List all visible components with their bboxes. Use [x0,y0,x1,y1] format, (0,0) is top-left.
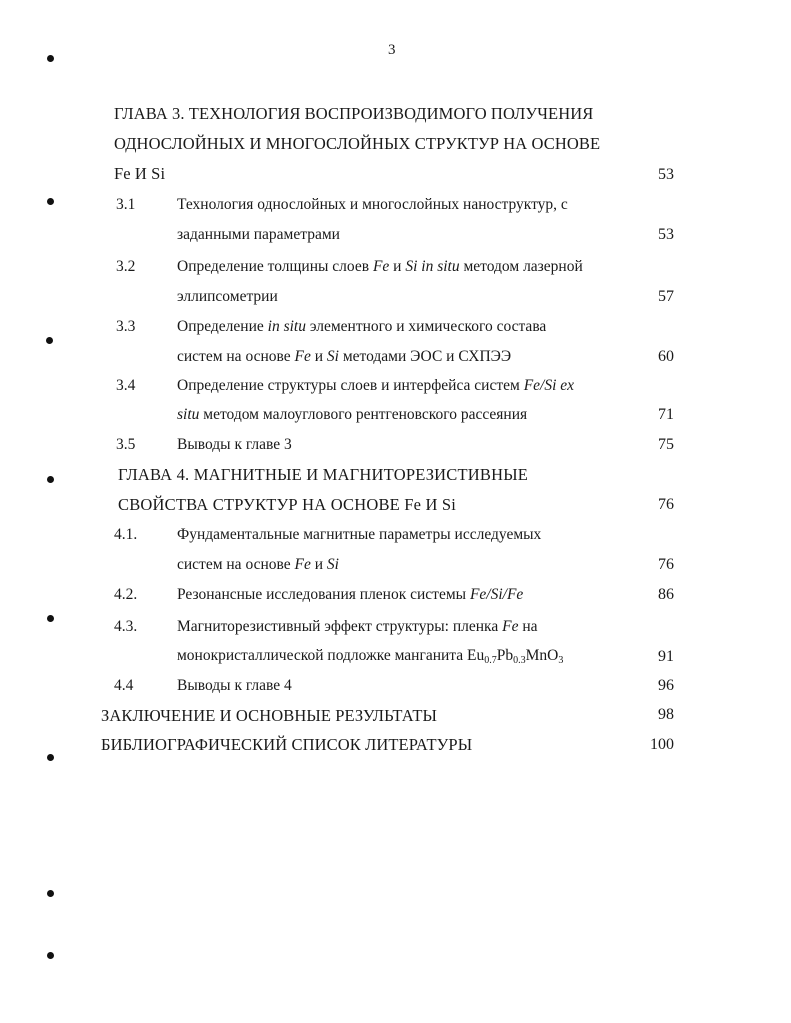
section-4-1-line-2: систем на основе Fe и Si [177,556,339,573]
binding-hole [47,198,54,205]
section-3-2-line-2: эллипсометрии [177,288,278,305]
chapter-3-title-line-2: ОДНОСЛОЙНЫХ И МНОГОСЛОЙНЫХ СТРУКТУР НА ОСНОВЕ [114,134,601,153]
section-3-2-line-1: Определение толщины слоев Fe и Si in situ методом лазерной [177,258,583,275]
binding-hole [47,55,54,62]
section-number: 3.3 [116,318,136,335]
chapter-3-title-line-3: Fe И Si [114,164,166,183]
section-4-4-page: 96 [658,677,674,694]
section-3-4-line-2: situ методом малоуглового рентгеновского рассеяния [177,406,528,423]
section-number: 4.1. [114,526,138,543]
conclusion-title: ЗАКЛЮЧЕНИЕ И ОСНОВНЫЕ РЕЗУЛЬТАТЫ [101,706,438,725]
section-3-1-page: 53 [658,226,674,243]
binding-hole [47,754,54,761]
section-3-1-line-1: Технология однослойных и многослойных наноструктур, с [177,196,568,213]
section-4-3-page: 91 [658,648,674,665]
section-4-2-page: 86 [658,586,674,603]
binding-hole [47,890,54,897]
section-number: 4.3. [114,618,138,635]
section-number: 3.2 [116,258,136,275]
section-3-4-line-1: Определение структуры слоев и интерфейса систем Fe/Si ex [177,377,575,394]
conclusion-page: 98 [658,706,674,723]
section-4-1-line-1: Фундаментальные магнитные параметры исследуемых [177,526,542,543]
section-number: 3.5 [116,436,136,453]
section-4-1-page: 76 [658,556,674,573]
section-4-3-line-2: монокристаллической подложке манганита $Eu_{0.7}Pb_{0.3}MnO_3$ [177,647,564,666]
chapter-4-title-line-1: ГЛАВА 4. МАГНИТНЫЕ И МАГНИТОРЕЗИСТИВНЫЕ [118,465,529,484]
bibliography-title: БИБЛИОГРАФИЧЕСКИЙ СПИСОК ЛИТЕРАТУРЫ [101,735,473,754]
section-4-3-line-1: Магниторезистивный эффект структуры: пленка Fe на [177,618,538,635]
chapter-3-title-line-1: ГЛАВА 3. ТЕХНОЛОГИЯ ВОСПРОИЗВОДИМОГО ПОЛУЧЕНИЯ [114,104,594,123]
section-number: 3.4 [116,377,136,394]
section-3-5-title: Выводы к главе 3 [177,436,292,453]
section-4-4-title: Выводы к главе 4 [177,677,292,694]
binding-hole [47,615,54,622]
section-3-3-line-2: систем на основе Fe и Si методами ЭОС и СХПЭЭ [177,348,512,365]
binding-hole [46,337,53,344]
binding-hole [47,952,54,959]
section-4-2-title: Резонансные исследования пленок системы Fe/Si/Fe [177,586,524,603]
chapter-3-page: 53 [658,166,674,183]
binding-hole [47,476,54,483]
section-3-2-page: 57 [658,288,674,305]
section-3-5-page: 75 [658,436,674,453]
section-3-3-line-1: Определение in situ элементного и химического состава [177,318,547,335]
section-number: 4.4 [114,677,134,694]
chapter-4-title-line-2: СВОЙСТВА СТРУКТУР НА ОСНОВЕ Fe И Si [118,495,457,514]
section-3-1-line-2: заданными параметрами [177,226,340,243]
section-3-3-page: 60 [658,348,674,365]
section-3-4-page: 71 [658,406,674,423]
chapter-4-page: 76 [658,496,674,513]
section-number: 3.1 [116,196,136,213]
bibliography-page: 100 [650,736,674,753]
page-number: 3 [388,42,396,58]
section-number: 4.2. [114,586,138,603]
